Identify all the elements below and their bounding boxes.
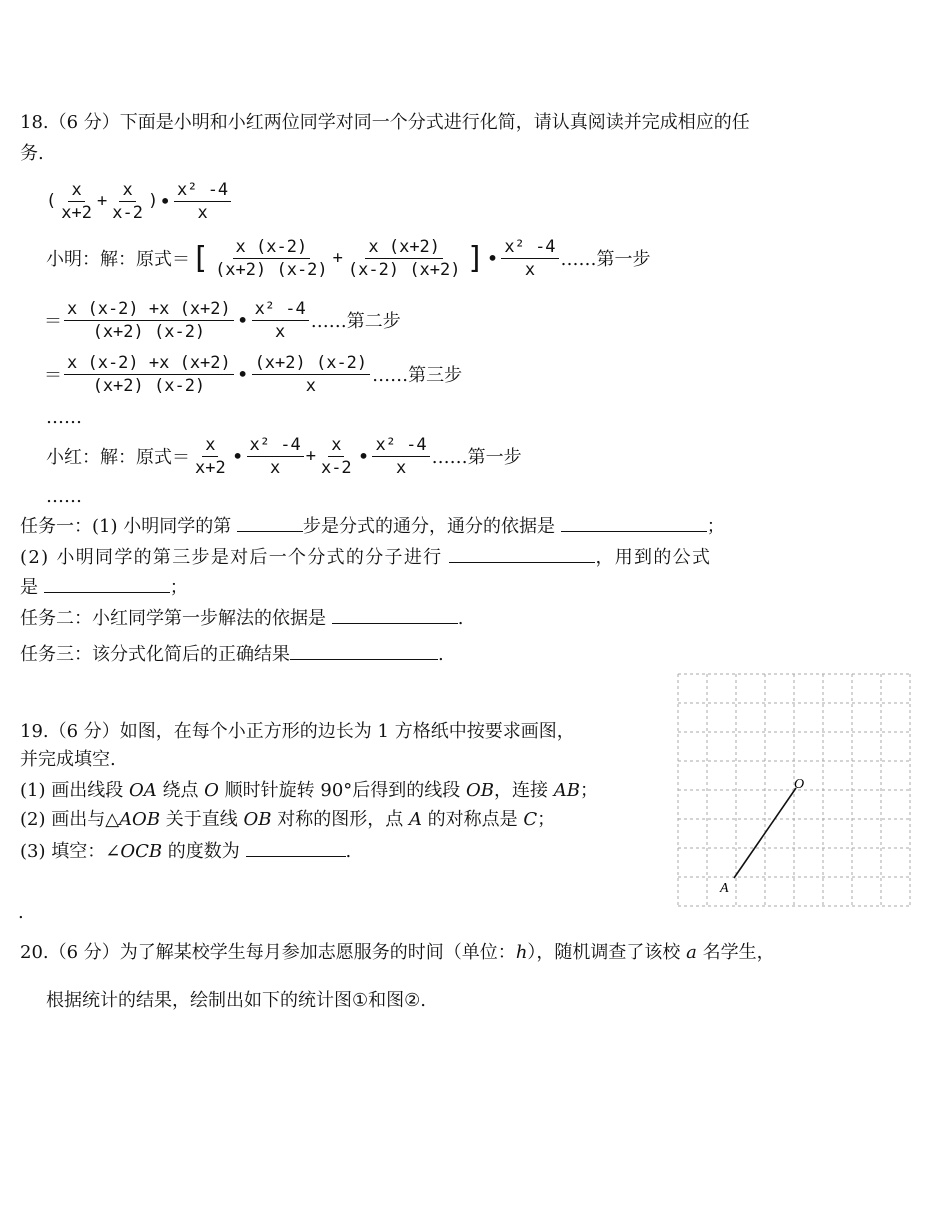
xiaoming-step3: ＝ $\frac{x (x-2) +x (x+2)}{(x+2) (x-2)}$ • $\frac{(x+2) (x-2)}{x}$ ……第三步	[44, 352, 463, 396]
point-a-label: A	[720, 881, 729, 896]
q18-header-cont: 务.	[20, 143, 44, 164]
xm-frac-3: $\frac{\text{x² -4}}{x}$	[501, 236, 558, 281]
answer-blank[interactable]	[237, 513, 303, 532]
q18-header: 18.（6 分）下面是小明和小红两位同学对同一个分式进行化简，请认真阅读并完成相应的任	[20, 112, 750, 133]
xh-frac-4: $\frac{\text{x² -4}}{x}$	[372, 434, 429, 479]
frac-x-over-x-minus-2: $\frac{x}{x-2}$	[112, 179, 143, 223]
task1-line1: 任务一：(1) 小明同学的第 步是分式的通分，通分的依据是 ；	[20, 513, 725, 540]
point-o-label: O	[794, 777, 805, 792]
task1-line3: 是 ；	[20, 574, 188, 601]
xm-frac-1: $\frac{x (x-2)}{(x+2) (x-2)}$	[215, 236, 328, 280]
xiaoming-step2: ＝ $\frac{x (x-2) +x (x+2)}{(x+2) (x-2)}$ • $\frac{\text{x² -4}}{x}$ ……第二步	[44, 298, 401, 342]
q20-line2: 根据统计的结果，绘制出如下的统计图①和图②.	[46, 990, 427, 1011]
stray-dot: .	[18, 902, 24, 923]
xm-frac-2: $\frac{x (x+2)}{(x-2) (x+2)}$	[347, 236, 461, 280]
answer-blank[interactable]	[561, 513, 707, 532]
s2-frac-1: $\frac{x (x-2) +x (x+2)}{(x+2) (x-2)}$	[64, 298, 234, 343]
s3-frac-2: $\frac{(x+2) (x-2)}{x}$	[252, 352, 371, 397]
xiaoming-label: 小明：解：原式＝	[46, 249, 190, 270]
answer-blank[interactable]	[290, 641, 438, 660]
q19-line1: 19.（6 分）如图，在每个小正方形的边长为 1 方格纸中按要求画图，	[20, 721, 575, 742]
answer-blank[interactable]	[44, 574, 170, 593]
xh-frac-3: $\frac{x}{x-2}$	[320, 434, 352, 478]
q19-part1: (1) 画出线段 OA 绕点 O 顺时针旋转 90°后得到的线段 OB，连接 AB；	[20, 780, 598, 801]
q19-part2: (2) 画出与△AOB 关于直线 OB 对称的图形，点 A 的对称点是 C；	[20, 809, 556, 830]
answer-blank[interactable]	[332, 605, 458, 624]
s3-frac-1: $\frac{x (x-2) +x (x+2)}{(x+2) (x-2)}$	[64, 352, 234, 397]
s2-frac-2: $\frac{\text{x² -4}}{x}$	[252, 298, 309, 343]
frac-x-over-x-plus-2: $\frac{x}{x+2}$	[61, 179, 92, 223]
answer-blank[interactable]	[246, 838, 346, 857]
xiaohong-step1: 小红：解：原式＝ $\frac{x}{x+2}$ • $\frac{\text{x² -4}}{x}$ + $\frac{x}{x-2}$ • $\frac{\text{x² -4}}{x}$ ……第一步	[46, 434, 522, 478]
step3-label: ……第三步	[372, 365, 463, 386]
xh-frac-1: $\frac{x}{x+2}$	[195, 434, 226, 478]
frac-x2-4-over-x: $\frac{\text{x² -4}}{x}$	[174, 179, 231, 224]
step2-label: ……第二步	[310, 311, 401, 332]
task2-line: 任务二：小红同学第一步解法的依据是 .	[20, 605, 463, 632]
ellipsis-1: ……	[46, 407, 82, 428]
q20-line1: 20.（6 分）为了解某校学生每月参加志愿服务的时间（单位：h），随机调查了该校 a 名学生，	[20, 942, 775, 963]
xh-frac-2: $\frac{\text{x² -4}}{x}$	[247, 434, 304, 479]
task1-line2: (2) 小明同学的第三步是对后一个分式的分子进行 ，用到的公式	[20, 544, 711, 571]
task3-line: 任务三：该分式化简后的正确结果 .	[20, 641, 444, 668]
q19-part3: (3) 填空：∠OCB 的度数为 .	[20, 838, 351, 865]
grid-figure	[676, 672, 912, 908]
answer-blank[interactable]	[449, 544, 595, 563]
step1-label: ……第一步	[560, 249, 651, 270]
xh-step1-label: ……第一步	[431, 447, 522, 468]
ellipsis-2: ……	[46, 486, 82, 507]
xiaohong-label: 小红：解：原式＝	[46, 447, 190, 468]
q18-expression: ( $\frac{x}{x+2}$ + $\frac{x}{x-2}$ ) • $\frac{\text{x² -4}}{x}$	[46, 175, 233, 227]
q19-line2: 并完成填空.	[20, 749, 116, 770]
xiaoming-step1: 小明：解：原式＝ [ $\frac{x (x-2)}{(x+2) (x-2)}$ + $\frac{x (x+2)}{(x-2) (x+2)}$ ] • $\frac{\text{x² -4}}{x}$ ……第一步	[46, 236, 651, 280]
